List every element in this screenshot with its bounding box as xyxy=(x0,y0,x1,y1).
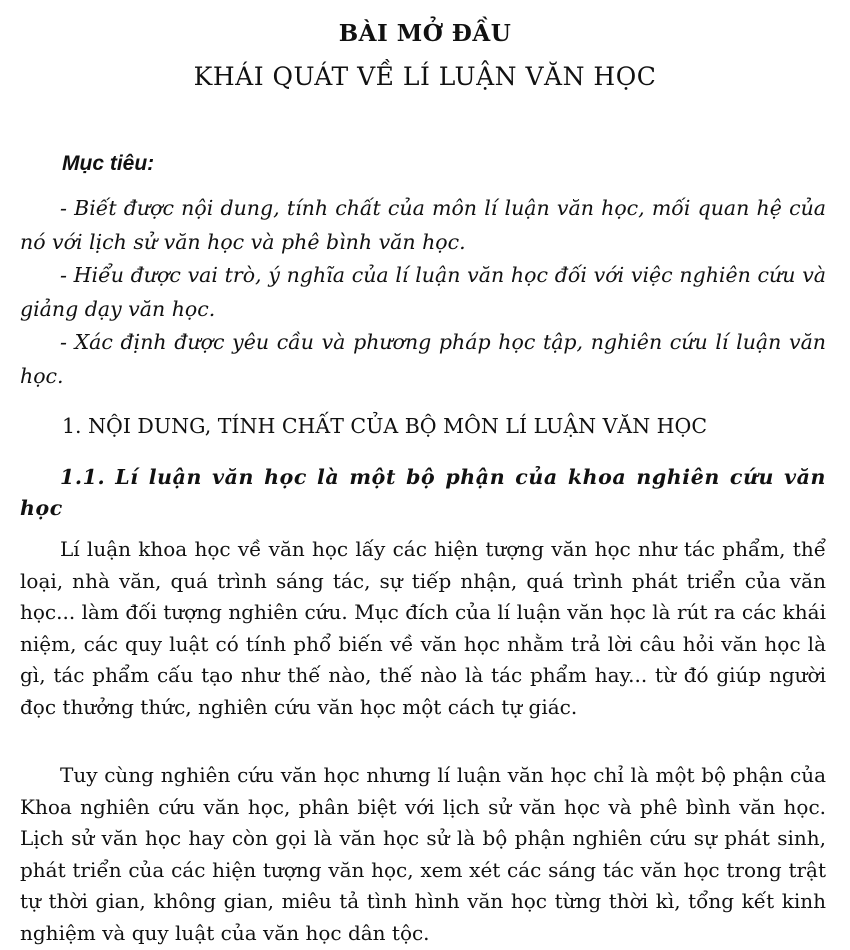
objective-item: - Xác định được yêu cầu và phương pháp học tập, nghiên cứu lí luận văn học. xyxy=(20,330,826,388)
body-paragraph: Lí luận khoa học về văn học lấy các hiện tượng văn học như tác phẩm, thể loại, nhà văn, quá trình sáng tác, sự tiếp nhận, quá trình phát triển của văn học... làm đối tượng nghiên cứu. Mục đích của lí luận văn học là rút ra các khái niệm, các quy luật có tính phổ biến về văn học nhằm trả lời câu hỏi văn học là gì, tác phẩm cấu tạo như thế nào, thế nào là tác phẩm hay... từ đó giúp người đọc thưởng thức, nghiên cứu văn học một cách tự giác. xyxy=(20,537,826,719)
page-title: BÀI MỞ ĐẦU xyxy=(338,20,512,47)
body-paragraph: Tuy cùng nghiên cứu văn học nhưng lí luận văn học chỉ là một bộ phận của Khoa nghiên cứu văn học, phân biệt với lịch sử văn học và phê bình văn học. Lịch sử văn học hay còn gọi là văn học sử là bộ phận nghiên cứu sự phát sinh, phát triển của các hiện tượng văn học, xem xét các sáng tác văn học trong trật tự thời gian, không gian, miêu tả tình hình văn học từng thời kì, tổng kết kinh nghiệm và quy luật của văn học dân tộc. xyxy=(20,763,826,945)
subsection-heading: 1.1. Lí luận văn học là một bộ phận của khoa nghiên cứu văn học xyxy=(20,465,826,520)
section-heading: 1. NỘI DUNG, TÍNH CHẤT CỦA BỘ MÔN LÍ LUẬN VĂN HỌC xyxy=(62,414,708,438)
objectives-label: Mục tiêu: xyxy=(62,152,155,175)
page-subtitle: KHÁI QUÁT VỀ LÍ LUẬN VĂN HỌC xyxy=(193,62,657,91)
objective-item: - Biết được nội dung, tính chất của môn lí luận văn học, mối quan hệ của nó với lịch sử văn học và phê bình văn học. xyxy=(20,196,826,254)
objective-item: - Hiểu được vai trò, ý nghĩa của lí luận văn học đối với việc nghiên cứu và giảng dạy văn học. xyxy=(20,263,826,321)
